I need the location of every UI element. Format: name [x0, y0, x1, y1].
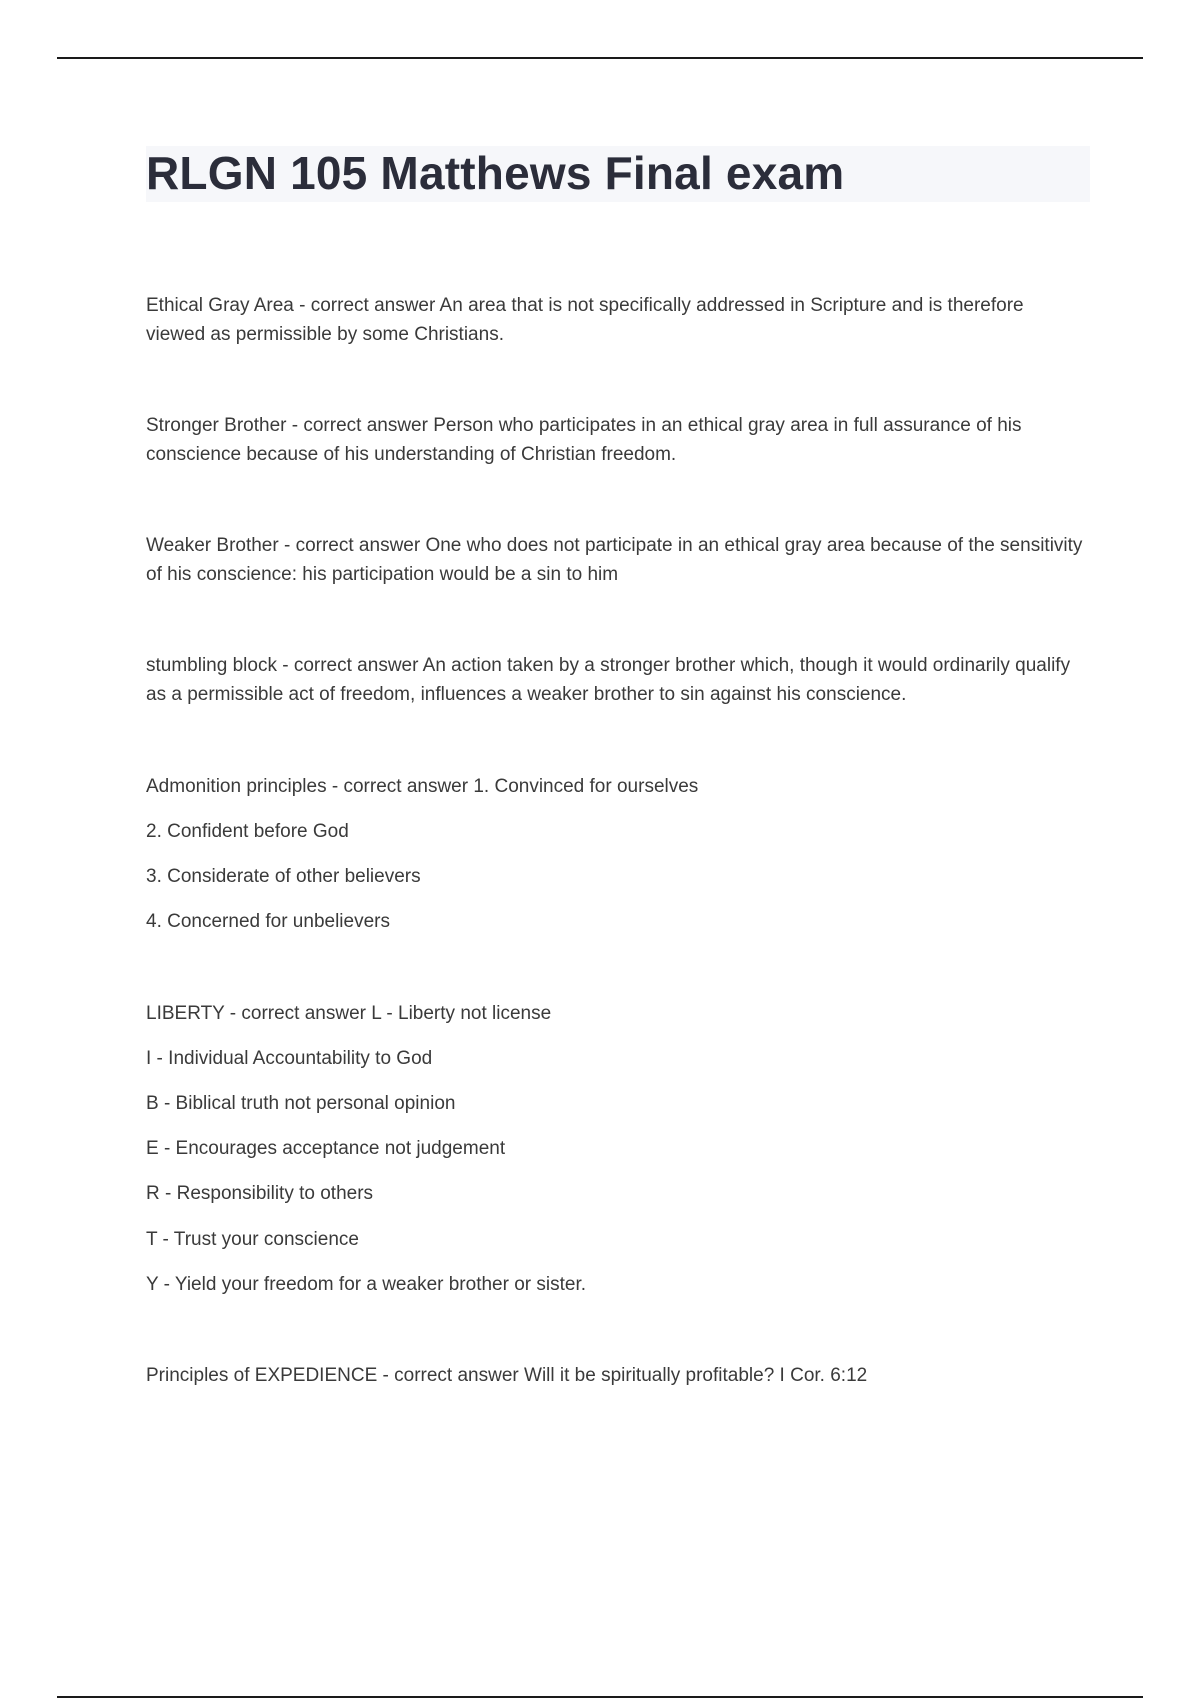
liberty-line: R - Responsibility to others	[146, 1183, 374, 1204]
admonition-line: 3. Considerate of other believers	[146, 866, 421, 887]
entry-weaker-brother: Weaker Brother - correct answer One who does not participate in an ethical gray area because of the sensitivity of his conscience: his participation would be a sin to him	[146, 535, 1083, 585]
liberty-line: Y - Yield your freedom for a weaker brother or sister.	[146, 1274, 587, 1295]
admonition-line: 2. Confident before God	[146, 821, 349, 842]
bottom-divider	[57, 1696, 1143, 1698]
liberty-line: E - Encourages acceptance not judgement	[146, 1138, 506, 1159]
entry-stumbling-block: stumbling block - correct answer An action taken by a stronger brother which, though it would ordinarily qualify as a permissible act of freedom, influences a weaker brother to sin against his conscience.	[146, 655, 1071, 705]
liberty-line: I - Individual Accountability to God	[146, 1048, 433, 1069]
top-divider	[57, 57, 1143, 59]
entry-ethical-gray-area: Ethical Gray Area - correct answer An area that is not specifically addressed in Scripture and is therefore viewed as permissible by some Christians.	[146, 295, 1024, 345]
entry-expedience: Principles of EXPEDIENCE - correct answer Will it be spiritually profitable? I Cor. 6:12	[146, 1365, 868, 1386]
document-title: RLGN 105 Matthews Final exam	[146, 147, 845, 199]
liberty-line: B - Biblical truth not personal opinion	[146, 1093, 456, 1114]
liberty-line: LIBERTY - correct answer L - Liberty not license	[146, 1003, 552, 1024]
admonition-line: Admonition principles - correct answer 1. Convinced for ourselves	[146, 776, 699, 797]
admonition-line: 4. Concerned for unbelievers	[146, 911, 390, 932]
liberty-line: T - Trust your conscience	[146, 1229, 359, 1250]
entry-stronger-brother: Stronger Brother - correct answer Person who participates in an ethical gray area in full assurance of his conscience because of his understanding of Christian freedom.	[146, 415, 1022, 465]
